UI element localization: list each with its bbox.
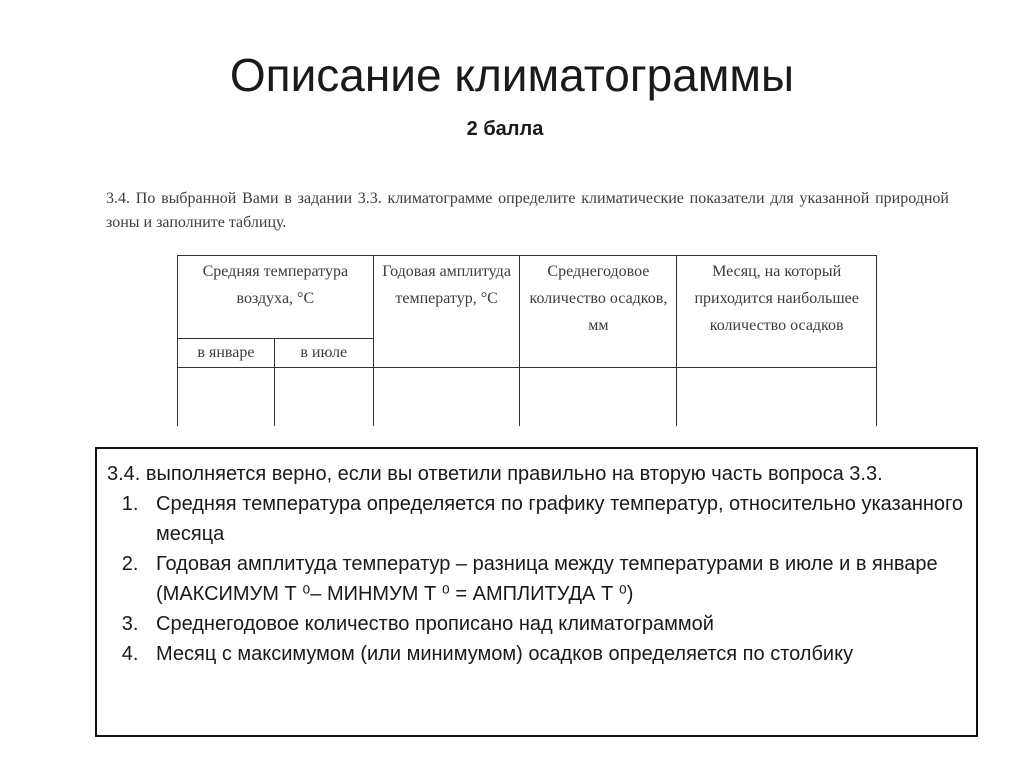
slide-title: Описание климатограммы — [229, 49, 795, 101]
answer-cell-july — [274, 368, 373, 427]
notes-list — [107, 489, 964, 669]
answer-cell-amplitude — [373, 368, 520, 427]
answer-cell-precipitation — [520, 368, 677, 427]
header-max-precipitation-month: Месяц, на который приходится наибольшее количество осадков — [677, 256, 877, 368]
header-annual-amplitude: Годовая амплитуда температур, °С — [373, 256, 520, 368]
answer-table — [177, 255, 877, 426]
header-annual-precipitation: Среднегодовое количество осадков, мм — [520, 256, 677, 368]
subheader-january: в январе — [178, 339, 275, 368]
notes-item-3: 3. Среднегодовое количество прописано над климатограммой — [144, 609, 964, 639]
subheader-july: в июле — [274, 339, 373, 368]
answer-notes — [95, 447, 978, 737]
answer-cell-month — [677, 368, 877, 427]
notes-item-4: 4. Месяц с максимумом (или минимумом) осадков определяется по столбику — [144, 639, 964, 669]
notes-item-1: 1. Средняя температура определяется по графику температур, относительно указанного месяца — [144, 489, 964, 549]
points-label: 2 балла — [466, 118, 544, 140]
task-text: 3.4. По выбранной Вами в задании 3.3. климатограмме определите климатические показатели для указанной природной зоны и заполните таблицу. — [106, 190, 949, 231]
notes-item-2: 2. Годовая амплитуда температур – разница между температурами в июле и в январе (МАКСИМУМ Т ⁰– МИНМУМ Т ⁰ = АМПЛИТУДА Т ⁰) — [144, 549, 964, 609]
notes-intro: 3.4. выполняется верно, если вы ответили правильно на вторую часть вопроса 3.3. — [107, 463, 883, 485]
header-avg-temperature: Средняя температура воздуха, °С — [178, 256, 374, 339]
answer-cell-january — [178, 368, 275, 427]
